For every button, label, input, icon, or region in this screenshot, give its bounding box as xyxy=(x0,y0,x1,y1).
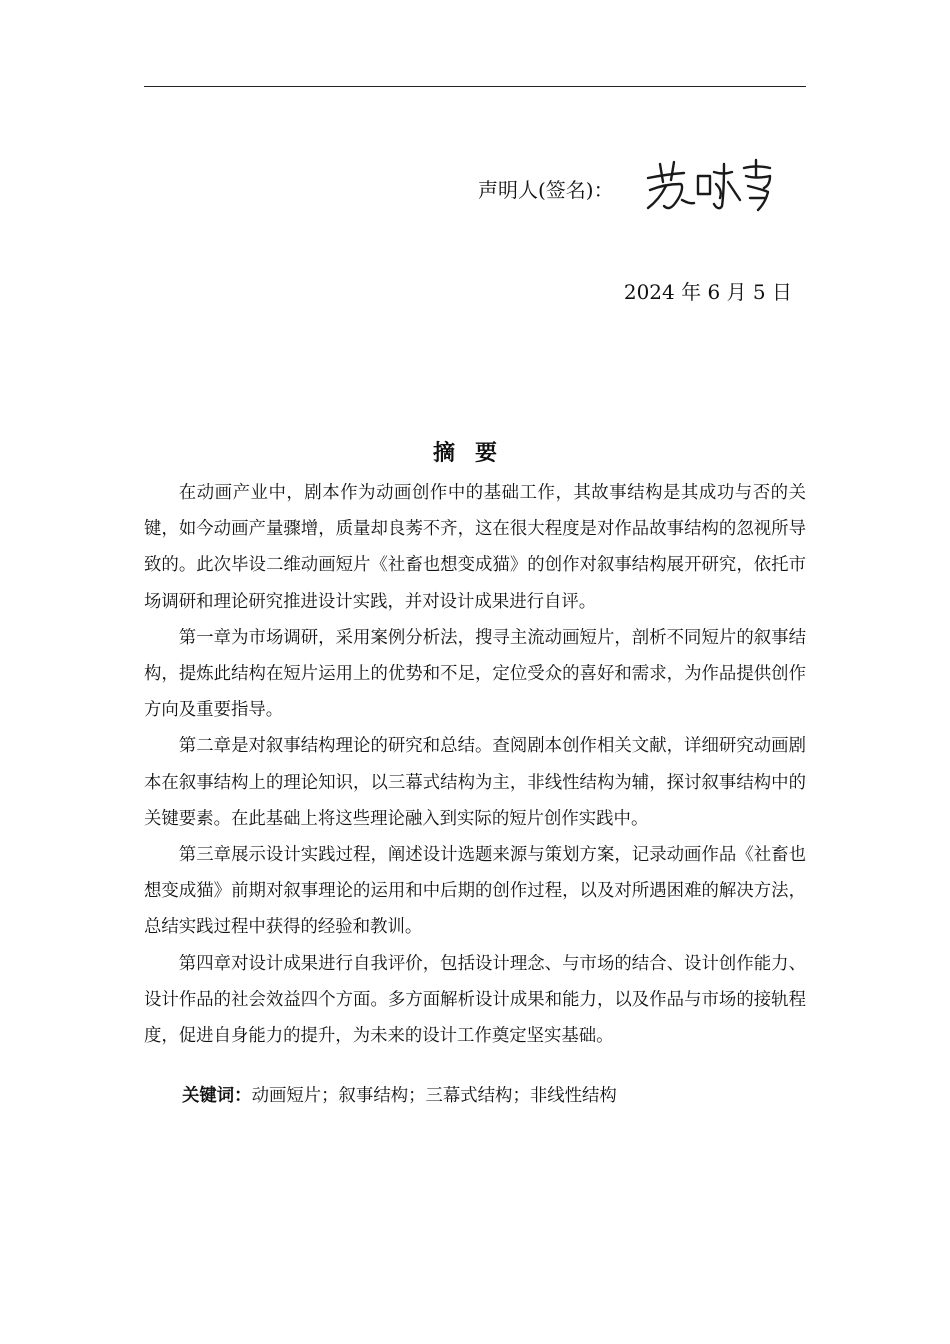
abstract-paragraph: 在动画产业中，剧本作为动画创作中的基础工作，其故事结构是其成功与否的关键，如今动画产量骤增，质量却良莠不齐，这在很大程度是对作品故事结构的忽视所导致的。此次毕设二维动画短片《社畜也想变成猫》的创作对叙事结构展开研究，依托市场调研和理论研究推进设计实践，并对设计成果进行自评。 xyxy=(144,483,806,612)
handwritten-signature xyxy=(640,156,780,214)
abstract-paragraph: 第一章为市场调研，采用案例分析法，搜寻主流动画短片，剖析不同短片的叙事结构，提炼此结构在短片运用上的优势和不足，定位受众的喜好和需求，为作品提供创作方向及重要指导。 xyxy=(144,627,806,721)
abstract-title: 摘要 xyxy=(432,441,517,466)
abstract-paragraph: 第四章对设计成果进行自我评价，包括设计理念、与市场的结合、设计创作能力、设计作品的社会效益四个方面。多方面解析设计成果和能力，以及作品与市场的接轨程度，促进自身能力的提升，为未来的设计工作奠定坚实基础。 xyxy=(144,953,806,1047)
declaration-date: 2024 年 6 月 5 日 xyxy=(623,280,792,304)
signature-label: 声明人(签名)： xyxy=(478,178,614,202)
abstract-paragraph: 第二章是对叙事结构理论的研究和总结。查阅剧本创作相关文献，详细研究动画剧本在叙事结构上的理论知识，以三幕式结构为主，非线性结构为辅，探讨叙事结构中的关键要素。在此基础上将这些理论融入到实际的短片创作实践中。 xyxy=(144,736,806,829)
abstract-body xyxy=(144,475,806,1054)
abstract-paragraph: 第三章展示设计实践过程，阐述设计选题来源与策划方案，记录动画作品《社畜也想变成猫》前期对叙事理论的运用和中后期的创作过程，以及对所遇困难的解决方法，总结实践过程中获得的经验和教训。 xyxy=(144,845,806,938)
keywords-line xyxy=(182,1078,617,1114)
keywords-value: 动画短片；叙事结构；三幕式结构；非线性结构 xyxy=(251,1086,617,1106)
keywords-label: 关键词： xyxy=(182,1086,252,1106)
top-rule xyxy=(144,86,806,87)
